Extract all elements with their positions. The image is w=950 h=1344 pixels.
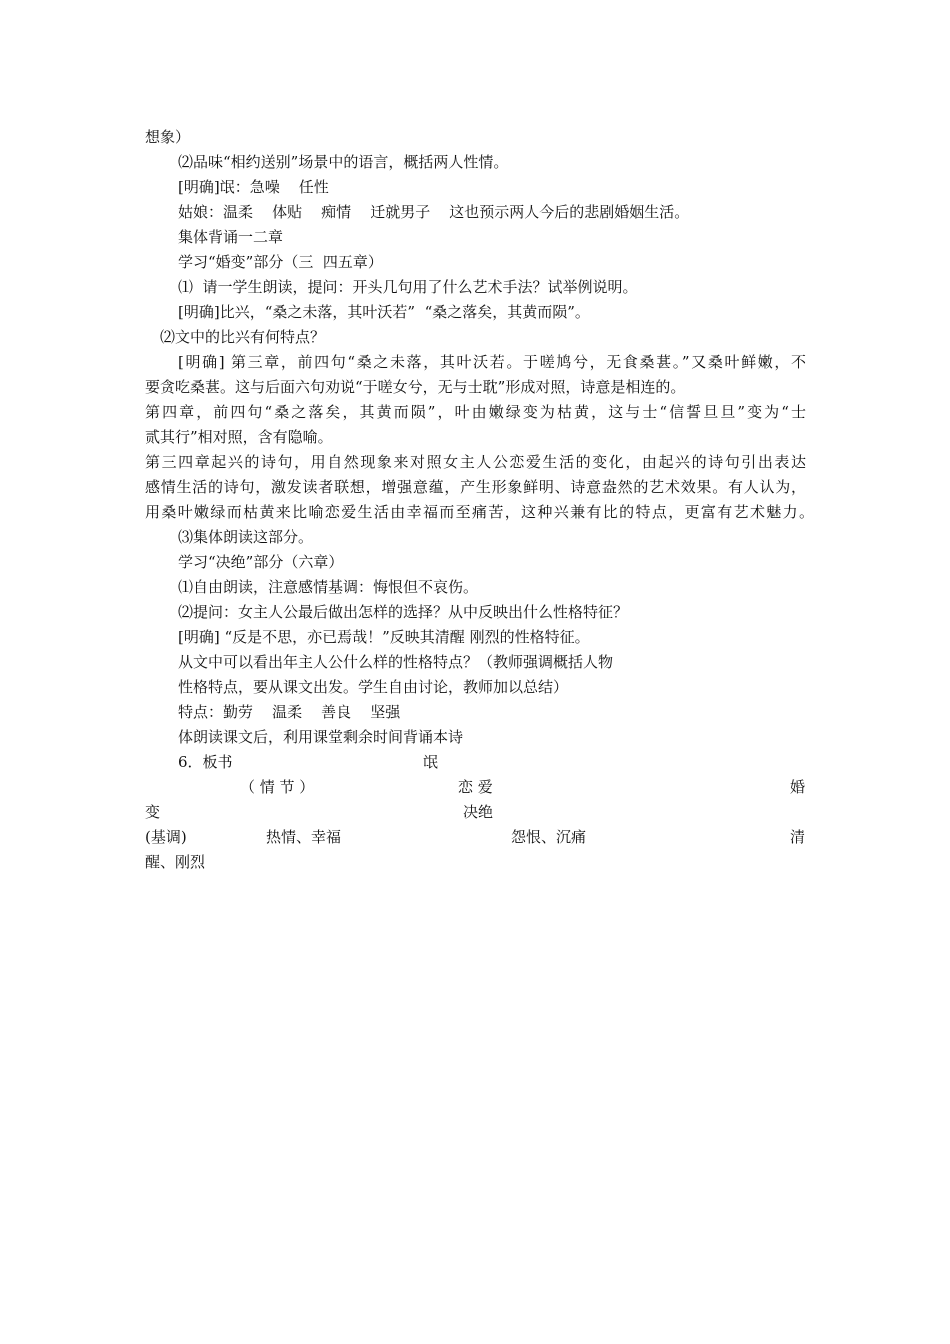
text-line: [明确]比兴，“桑之未落，其叶沃若” “桑之落矣，其黄而陨”。 [178, 303, 590, 321]
text-line: 集体背诵一二章 [178, 228, 284, 246]
text-line: ⑵品味“相约送别”场景中的语言，概括两人性情。 [178, 153, 509, 171]
text-line: 特点：勤劳 温柔 善良 坚强 [178, 703, 401, 721]
text-line: [明确]氓：急噪 任性 [178, 178, 329, 196]
text-line: 用桑叶嫩绿而枯黄来比喻恋爱生活由幸福而至痛苦，这种兴兼有比的特点，更富有艺术魅力。 [145, 503, 814, 521]
board-cell: 变 [145, 803, 161, 821]
text-line: 学习“决绝”部分（六章） [178, 553, 344, 571]
text-line: 姑娘：温柔 体贴 痴情 迁就男子 这也预示两人今后的悲剧婚姻生活。 [178, 203, 690, 221]
text-line: 要贪吃桑葚。这与后面六句劝说“于嗟女兮，无与士耽”形成对照，诗意是相连的。 [145, 378, 686, 396]
text-line: [明确] 第三章，前四句“桑之未落，其叶沃若。于嗟鸠兮，无食桑葚。”又桑叶鲜嫩，不 [178, 353, 806, 371]
text-line: ⑶集体朗读这部分。 [178, 528, 314, 546]
board-cell: 怨恨、沉痛 [511, 828, 587, 846]
board-cell: 恋 爱 [458, 778, 493, 796]
board-title: 氓 [423, 753, 439, 771]
board-cell: 醒、刚烈 [145, 853, 206, 871]
text-line: 性格特点，要从课文出发。学生自由讨论，教师加以总结） [178, 678, 569, 696]
board-cell: 决绝 [463, 803, 494, 821]
text-line: 想象） [145, 128, 191, 146]
board-row-label: （ 情 节 ） [240, 778, 315, 796]
board-cell: 婚 [790, 778, 806, 796]
board-cell: 清 [790, 828, 806, 846]
text-line: 感情生活的诗句，激发读者联想，增强意蕴，产生形象鲜明、诗意盎然的艺术效果。有人认为， [145, 478, 806, 496]
text-line: 第三四章起兴的诗句，用自然现象来对照女主人公恋爱生活的变化，由起兴的诗句引出表达 [145, 453, 806, 471]
text-line: ⑴自由朗读，注意感情基调：悔恨但不哀伤。 [178, 578, 479, 596]
text-line: 贰其行”相对照，含有隐喻。 [145, 428, 333, 446]
text-line: 从文中可以看出年主人公什么样的性格特点？（教师强调概括人物 [178, 653, 614, 671]
board-row-label: (基调) [145, 828, 187, 846]
text-line: ⑴ 请一学生朗读，提问：开头几句用了什么艺术手法？试举例说明。 [178, 278, 638, 296]
text-line: [明确] “反是不思，亦已焉哉！”反映其清醒 刚烈的性格特征。 [178, 628, 590, 646]
text-line: 体朗读课文后，利用课堂剩余时间背诵本诗 [178, 728, 464, 746]
board-cell: 热情、幸福 [266, 828, 342, 846]
text-line: 第四章，前四句“桑之落矣，其黄而陨”，叶由嫩绿变为枯黄，这与士“信誓旦旦”变为“士 [145, 403, 806, 421]
board-heading: 6．板书 [178, 753, 233, 771]
text-line: ⑵文中的比兴有何特点？ [160, 328, 326, 346]
text-line: 学习“婚变”部分（三 四五章） [178, 253, 383, 271]
text-line: ⑵提问：女主人公最后做出怎样的选择？从中反映出什么性格特征？ [178, 603, 629, 621]
